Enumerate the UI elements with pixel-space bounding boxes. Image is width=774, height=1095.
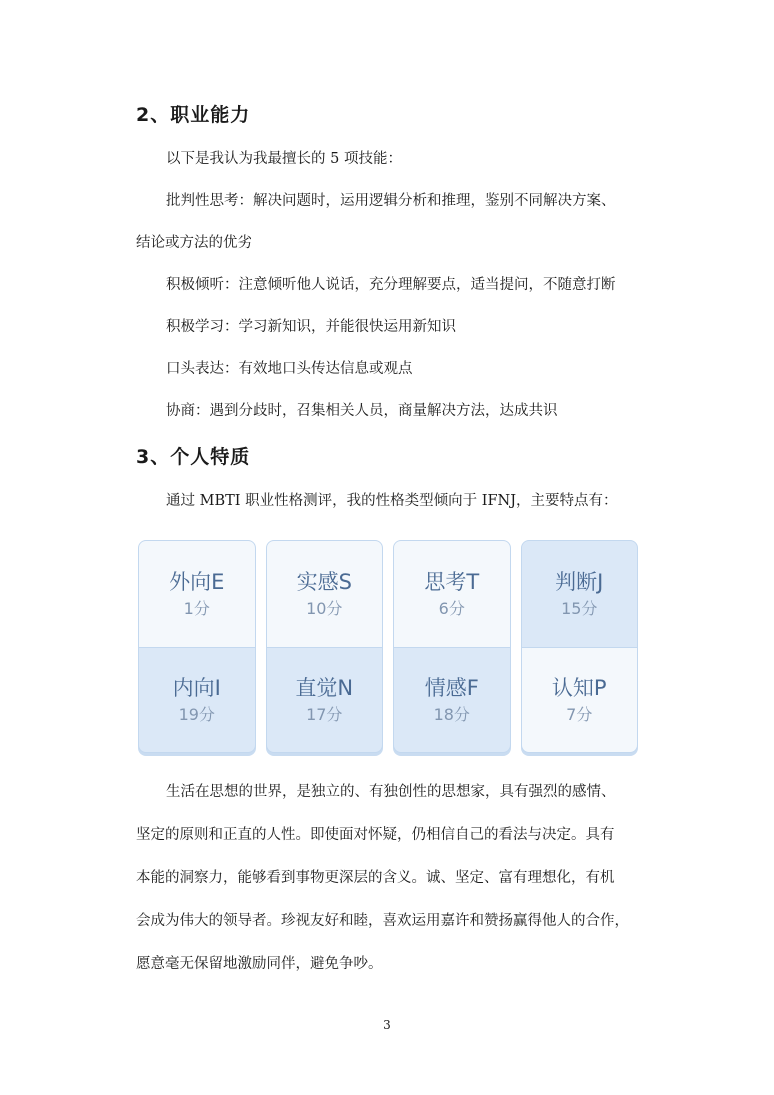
mbti-trait-score: 1分 — [183, 599, 210, 618]
mbti-trait-name: 思考T — [424, 570, 480, 594]
skills-intro: 以下是我认为我最擅长的 5 项技能： — [166, 151, 402, 167]
mbti-trait-score: 10分 — [306, 599, 343, 618]
mbti-trait-name: 实感S — [296, 570, 352, 594]
description-line-1: 生活在思想的世界，是独立的、有独创性的思想家，具有强烈的感情、 — [166, 784, 616, 800]
section-heading-career-ability: 2、职业能力 — [136, 104, 251, 126]
description-line-4: 会成为伟大的领导者。珍视友好和睦，喜欢运用嘉许和赞扬赢得他人的合作， — [136, 913, 629, 929]
mbti-trait-score: 6分 — [438, 599, 465, 618]
page-number: 3 — [383, 1018, 391, 1032]
mbti-result-grid — [138, 540, 638, 755]
mbti-cell-perceiving — [521, 648, 639, 753]
mbti-cell-intuition — [266, 648, 384, 753]
mbti-trait-score: 17分 — [306, 705, 343, 724]
mbti-trait-name: 判断J — [555, 570, 604, 594]
description-line-5: 愿意毫无保留地激励同伴，避免争吵。 — [136, 956, 383, 972]
description-line-3: 本能的洞察力，能够看到事物更深层的含义。诚、坚定、富有理想化，有机 — [136, 870, 615, 886]
skill-active-learning: 积极学习：学习新知识，并能很快运用新知识 — [166, 319, 456, 335]
skill-negotiation: 协商：遇到分歧时，召集相关人员，商量解决方法，达成共识 — [166, 403, 558, 419]
mbti-cell-thinking — [393, 540, 511, 648]
mbti-trait-score: 18分 — [433, 705, 470, 724]
mbti-trait-name: 情感F — [424, 676, 479, 700]
mbti-cell-feeling — [393, 648, 511, 753]
mbti-cell-extraversion — [138, 540, 256, 648]
skill-active-listening: 积极倾听：注意倾听他人说话，充分理解要点，适当提问，不随意打断 — [166, 277, 616, 293]
mbti-trait-score: 15分 — [561, 599, 598, 618]
mbti-intro: 通过 MBTI 职业性格测评，我的性格类型倾向于 IFNJ，主要特点有： — [166, 493, 618, 509]
skill-critical-thinking: 批判性思考：解决问题时，运用逻辑分析和推理，鉴别不同解决方案、 — [166, 193, 616, 209]
mbti-trait-name: 直觉N — [295, 676, 354, 700]
mbti-cell-introversion — [138, 648, 256, 753]
skill-critical-thinking-cont: 结论或方法的优劣 — [136, 235, 252, 251]
section-heading-personal-traits: 3、个人特质 — [136, 446, 251, 468]
mbti-cell-sensing — [266, 540, 384, 648]
skill-oral-expression: 口头表达：有效地口头传达信息或观点 — [166, 361, 413, 377]
mbti-trait-score: 7分 — [566, 705, 593, 724]
description-line-2: 坚定的原则和正直的人性。即使面对怀疑，仍相信自己的看法与决定。具有 — [136, 827, 615, 843]
mbti-trait-score: 19分 — [178, 705, 215, 724]
mbti-trait-name: 内向I — [172, 676, 221, 700]
mbti-cell-judging — [521, 540, 639, 648]
mbti-trait-name: 认知P — [551, 676, 607, 700]
mbti-trait-name: 外向E — [169, 570, 225, 594]
